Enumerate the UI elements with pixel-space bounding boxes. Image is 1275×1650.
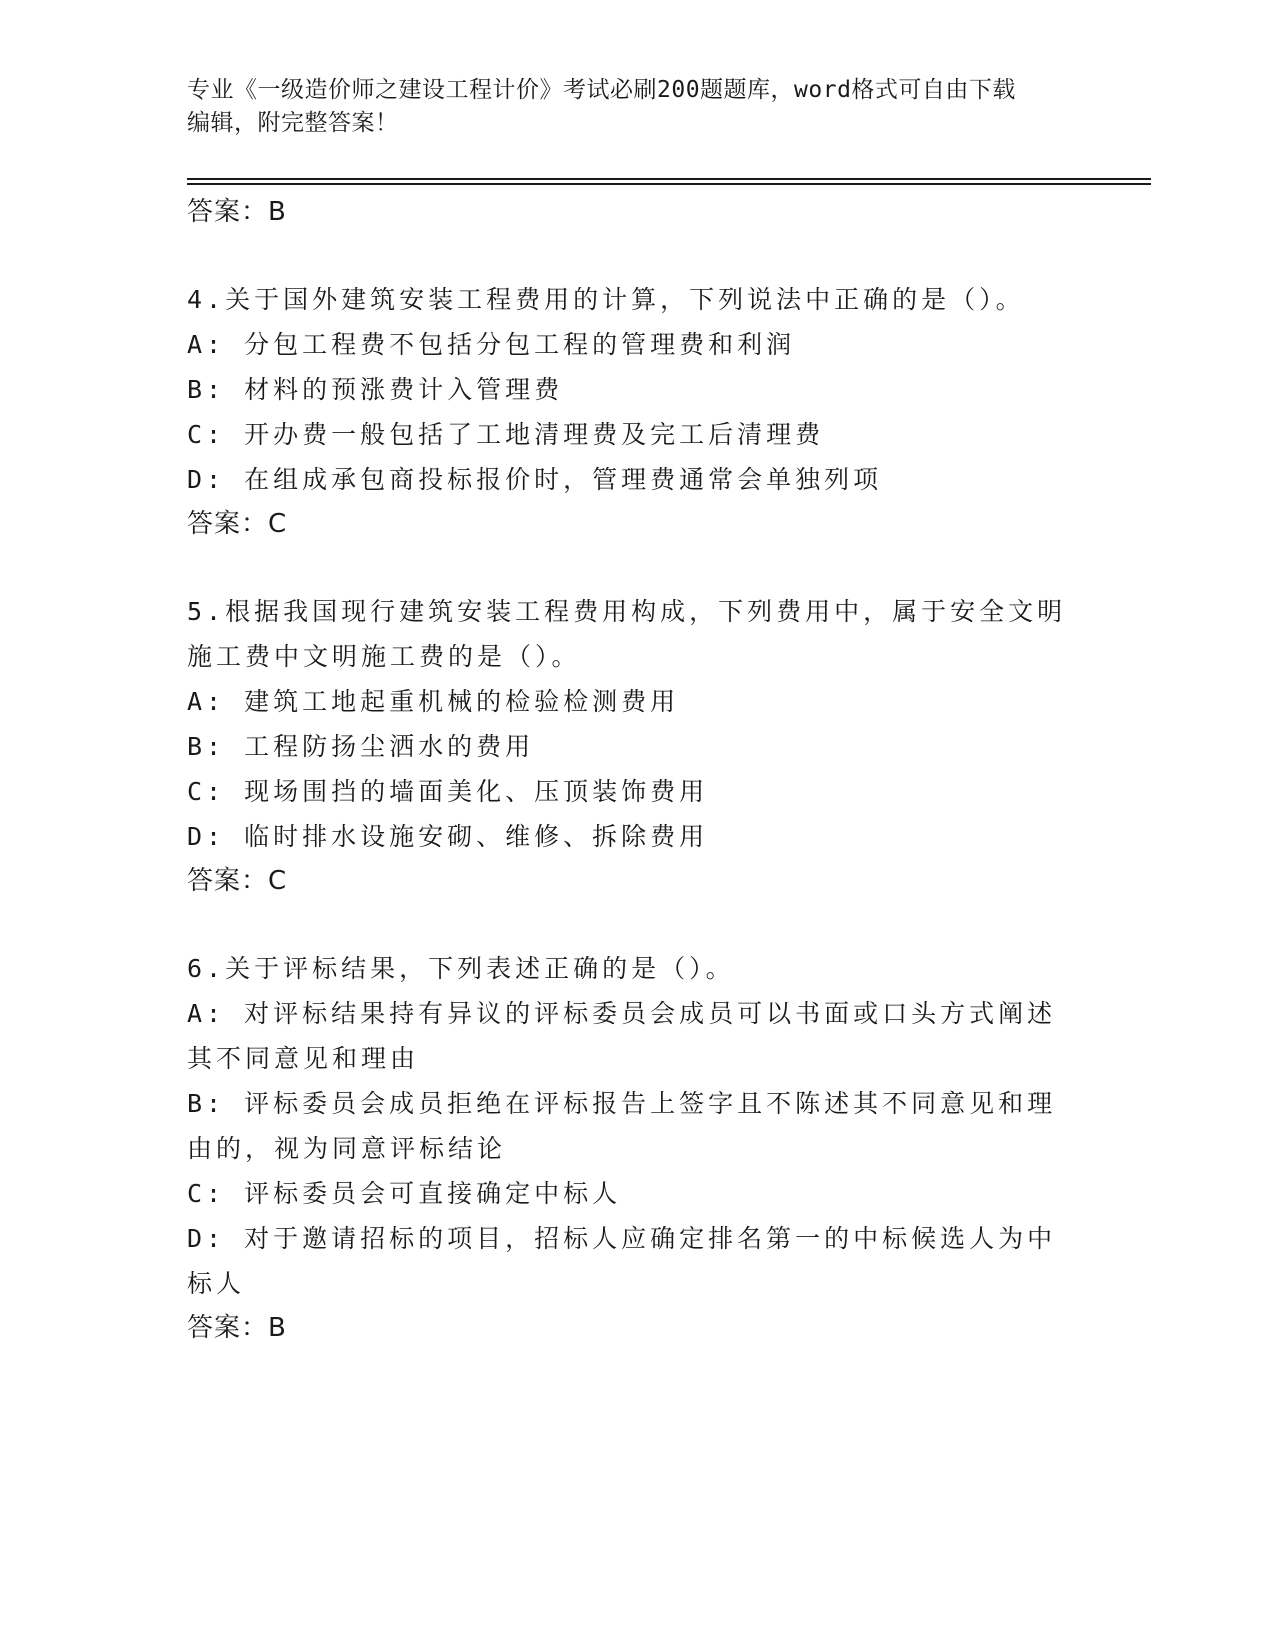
- option-c: [187, 769, 1077, 814]
- question-number: 6.: [187, 954, 226, 983]
- answer-label: 答案：: [187, 866, 269, 896]
- question-list: [187, 190, 1077, 1350]
- option-text: 工程防扬尘洒水的费用: [244, 732, 535, 761]
- answer-value: B: [268, 1313, 286, 1343]
- question-text: 根据我国现行建筑安装工程费用构成，下列费用中，属于安全文明施工费中文明施工费的是（）。: [187, 597, 1067, 671]
- option-b: [187, 367, 1077, 412]
- question-stem: [187, 589, 1077, 679]
- answer-value: B: [268, 197, 286, 227]
- option-a: [187, 322, 1077, 367]
- answer-line: [187, 190, 1077, 234]
- option-letter: A:: [187, 687, 226, 716]
- question-number: 4.: [187, 285, 226, 314]
- option-a: [187, 991, 1077, 1081]
- option-letter: C:: [187, 420, 226, 449]
- option-letter: B:: [187, 1089, 226, 1118]
- header-title-line-2: 编辑，附完整答案！: [187, 110, 399, 136]
- question-text: 关于国外建筑安装工程费用的计算，下列说法中正确的是（）。: [225, 285, 1025, 314]
- page-header: [187, 74, 1067, 140]
- option-letter: C:: [187, 777, 226, 806]
- header-title-line-1: 专业《一级造价师之建设工程计价》考试必刷200题题库，word格式可自由下载: [187, 77, 1016, 103]
- question-text: 关于评标结果，下列表述正确的是（）。: [225, 954, 735, 983]
- answer-label: 答案：: [187, 197, 269, 227]
- option-letter: B:: [187, 732, 226, 761]
- option-text: 对评标结果持有异议的评标委员会成员可以书面或口头方式阐述其不同意见和理由: [187, 999, 1057, 1073]
- option-b: [187, 1081, 1077, 1171]
- option-letter: B:: [187, 375, 226, 404]
- option-letter: C:: [187, 1179, 226, 1208]
- option-letter: D:: [187, 822, 226, 851]
- option-text: 评标委员会可直接确定中标人: [244, 1179, 622, 1208]
- option-letter: D:: [187, 1224, 226, 1253]
- question-stem: [187, 946, 1077, 991]
- option-c: [187, 1171, 1077, 1216]
- option-b: [187, 724, 1077, 769]
- question-item: [187, 946, 1077, 1350]
- option-d: [187, 457, 1077, 502]
- option-text: 评标委员会成员拒绝在评标报告上签字且不陈述其不同意见和理由的，视为同意评标结论: [187, 1089, 1057, 1163]
- answer-line: [187, 859, 1077, 903]
- option-a: [187, 679, 1077, 724]
- answer-value: C: [268, 509, 287, 539]
- option-text: 建筑工地起重机械的检验检测费用: [244, 687, 680, 716]
- answer-line: [187, 1306, 1077, 1350]
- option-letter: D:: [187, 465, 226, 494]
- option-text: 材料的预涨费计入管理费: [244, 375, 564, 404]
- option-c: [187, 412, 1077, 457]
- answer-value: C: [268, 866, 287, 896]
- option-d: [187, 1216, 1077, 1306]
- option-text: 对于邀请招标的项目，招标人应确定排名第一的中标候选人为中标人: [187, 1224, 1057, 1298]
- option-text: 分包工程费不包括分包工程的管理费和利润: [244, 330, 796, 359]
- question-item: [187, 277, 1077, 546]
- option-letter: A:: [187, 999, 226, 1028]
- answer-label: 答案：: [187, 509, 269, 539]
- header-rule-bottom: [187, 183, 1151, 185]
- option-text: 在组成承包商投标报价时，管理费通常会单独列项: [244, 465, 883, 494]
- question-item: [187, 589, 1077, 903]
- option-letter: A:: [187, 330, 226, 359]
- question-stem: [187, 277, 1077, 322]
- option-d: [187, 814, 1077, 859]
- answer-label: 答案：: [187, 1313, 269, 1343]
- option-text: 临时排水设施安砌、维修、拆除费用: [244, 822, 709, 851]
- option-text: 现场围挡的墙面美化、压顶装饰费用: [244, 777, 709, 806]
- answer-line: [187, 502, 1077, 546]
- header-rule-top: [187, 178, 1151, 180]
- option-text: 开办费一般包括了工地清理费及完工后清理费: [244, 420, 825, 449]
- question-number: 5.: [187, 597, 226, 626]
